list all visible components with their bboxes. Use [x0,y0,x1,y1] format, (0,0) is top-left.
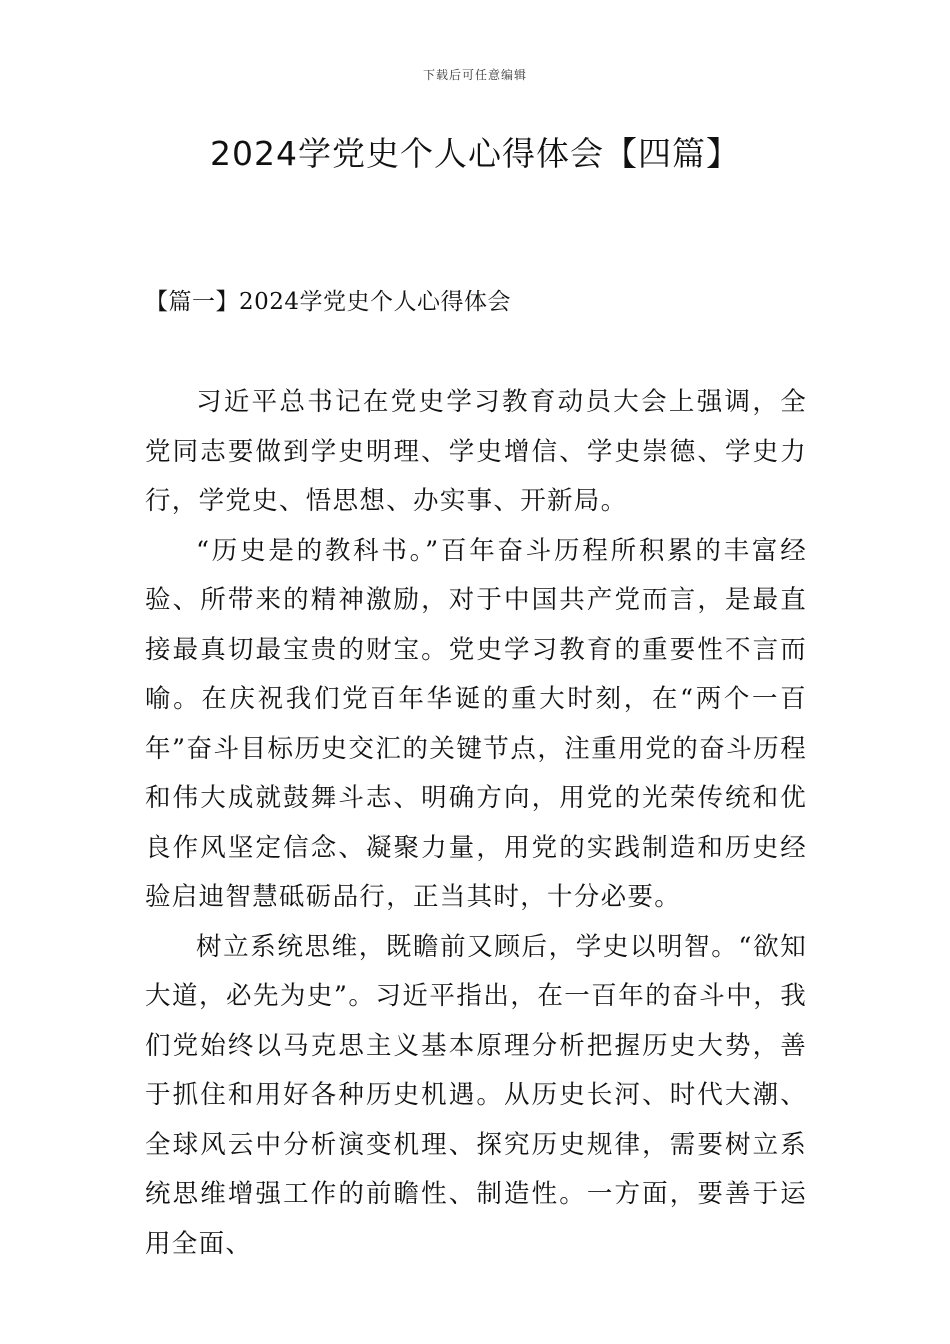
paragraph: 习近平总书记在党史学习教育动员大会上强调，全党同志要做到学史明理、学史增信、学史崇德、学史力行，学党史、悟思想、办实事、开新局。 [145,387,807,516]
section-heading: 【篇一】2024学党史个人心得体会 [145,289,512,315]
paragraph: “历史是的教科书。”百年奋斗历程所积累的丰富经验、所带来的精神激励，对于中国共产党而言，是最直接最真切最宝贵的财宝。党史学习教育的重要性不言而喻。在庆祝我们党百年华诞的重大时刻，在“两个一百年”奋斗目标历史交汇的关键节点，注重用党的奋斗历程和伟大成就鼓舞斗志、明确方向，用党的光荣传统和优良作风坚定信念、凝聚力量，用党的实践制造和历史经验启迪智慧砥砺品行，正当其时，十分必要。 [145,535,807,912]
header-note: 下载后可任意编辑 [422,68,527,82]
document-title: 2024学党史个人心得体会【四篇】 [210,134,740,173]
paragraph: 树立系统思维，既瞻前又顾后，学史以明智。“欲知大道，必先为史”。习近平指出，在一百年的奋斗中，我们党始终以马克思主义基本原理分析把握历史大势，善于抓住和用好各种历史机遇。从历史长河、时代大潮、全球风云中分析演变机理、探究历史规律，需要树立系统思维增强工作的前瞻性、制造性。一方面，要善于运用全面、 [145,931,807,1259]
body-text [145,378,807,1269]
